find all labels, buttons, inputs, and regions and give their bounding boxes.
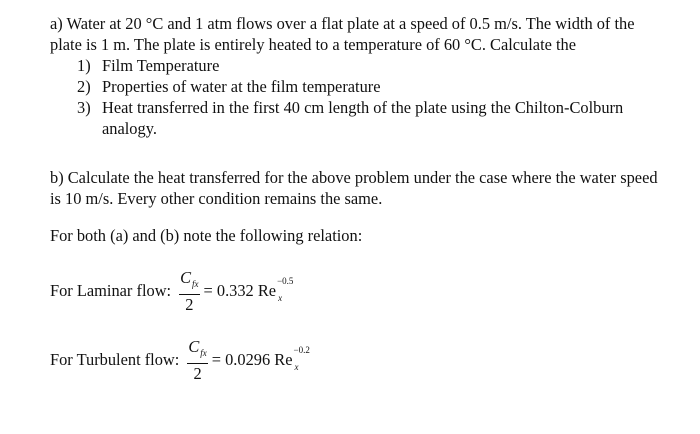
turbulent-equation — [50, 336, 323, 384]
laminar-numerator — [179, 269, 199, 294]
step-number: 2) — [77, 77, 91, 96]
laminar-fraction — [179, 269, 199, 314]
part-a-steps — [50, 55, 660, 139]
turbulent-exponent: −0.2 — [293, 345, 310, 355]
step-text: Film Temperature — [102, 56, 220, 75]
laminar-scripts — [276, 276, 306, 303]
turbulent-fraction — [187, 338, 207, 383]
relation-note — [50, 225, 660, 246]
part-b-question — [50, 167, 660, 209]
step-text: Heat transferred in the first 40 cm length of the plate using the Chilton-Colburn analogy. — [102, 98, 624, 138]
turbulent-numerator-symbol: C — [188, 336, 200, 356]
laminar-subscript: x — [278, 293, 283, 303]
turbulent-subscript: x — [294, 362, 299, 372]
laminar-rhs: = 0.332 Re — [203, 281, 277, 300]
step-number: 1) — [77, 56, 91, 75]
step-item — [50, 55, 660, 76]
laminar-denominator: 2 — [185, 294, 194, 314]
laminar-numerator-symbol: C — [180, 267, 192, 287]
laminar-label: For Laminar flow: — [50, 281, 172, 300]
step-text: Properties of water at the film temperature — [102, 77, 381, 96]
step-item — [50, 76, 660, 97]
laminar-equation — [50, 267, 306, 315]
part-a-question — [50, 13, 660, 139]
laminar-exponent: −0.5 — [277, 276, 294, 286]
turbulent-rhs: = 0.0296 Re — [211, 350, 293, 369]
relation-note-text: For both (a) and (b) note the following relation: — [50, 226, 363, 245]
turbulent-scripts — [293, 345, 323, 372]
turbulent-numerator — [187, 338, 207, 363]
part-b-text: b) Calculate the heat transferred for the above problem under the case where the water speed is 10 m/s. Every other condition remains the same. — [50, 168, 658, 208]
turbulent-denominator: 2 — [193, 363, 202, 383]
step-item — [50, 97, 660, 139]
turbulent-numerator-subscript: fx — [200, 347, 207, 358]
step-number: 3) — [77, 98, 91, 117]
part-a-intro: a) Water at 20 °C and 1 atm flows over a flat plate at a speed of 0.5 m/s. The width of the plate is 1 m. The plate is entirely heated to a temperature of 60 °C. Calculate the — [50, 14, 635, 54]
turbulent-label: For Turbulent flow: — [50, 350, 180, 369]
laminar-numerator-subscript: fx — [192, 278, 199, 289]
